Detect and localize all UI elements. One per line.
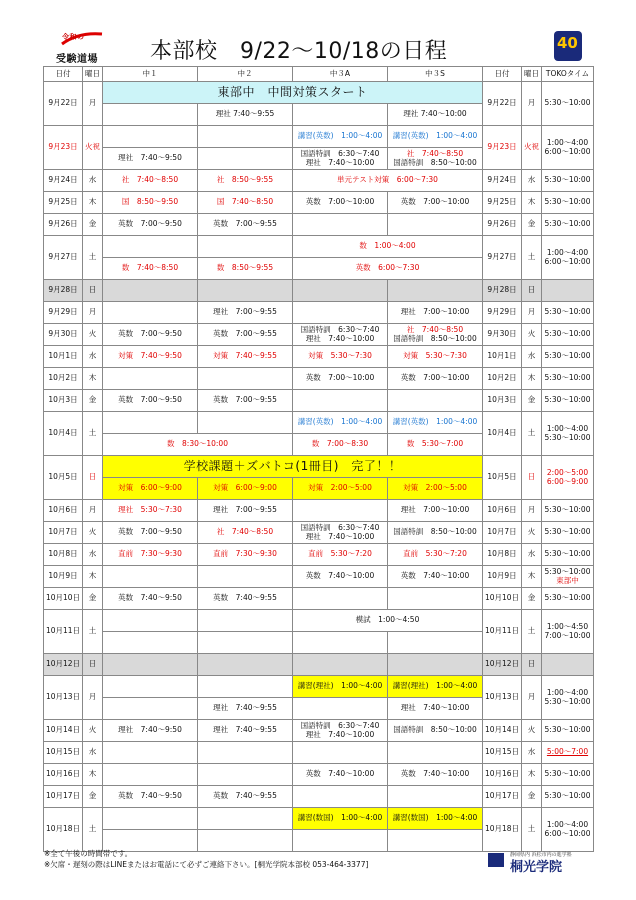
table-row <box>44 654 594 676</box>
date-cell: 10月15日 <box>44 742 83 764</box>
lesson-cell: 直前 7:30～9:30 <box>103 544 198 566</box>
toko-cell: 5:30～10:00 <box>542 522 594 544</box>
toko-cell: 5:30～10:00 <box>542 500 594 522</box>
col-c2: 中２ <box>198 67 293 82</box>
toko-cell: 5:30～10:00 <box>542 588 594 610</box>
lesson-cell: 数 7:40～8:50 <box>103 258 198 280</box>
toko-cell: 5:30～10:00 <box>542 192 594 214</box>
table-row <box>44 566 594 588</box>
dow-cell: 土 <box>83 610 103 654</box>
footer-note-contact: ※欠席・遅刻の際はLINEまたはお電話にて必ずご連絡下さい。[桐光学院本部校 053-464-3377] <box>44 860 369 869</box>
date-cell-right: 10月11日 <box>483 610 522 654</box>
table-row <box>44 346 594 368</box>
table-row <box>44 412 594 434</box>
date-cell-right: 9月25日 <box>483 192 522 214</box>
lesson-cell: 理社 7:40～10:00 <box>388 698 483 720</box>
date-cell-right: 9月27日 <box>483 236 522 280</box>
lesson-cell: 講習(理社) 1:00～4:00 <box>388 676 483 698</box>
lesson-cell: 英数 7:00～9:50 <box>103 390 198 412</box>
lesson-cell: 英数 7:40～10:00 <box>388 764 483 786</box>
lesson-cell: 講習(数国) 1:00～4:00 <box>293 808 388 830</box>
lesson-cell: 国語特訓 8:50～10:00 <box>388 720 483 742</box>
lesson-cell: 対策 2:00～5:00 <box>388 478 483 500</box>
col-dow-right: 曜日 <box>522 67 542 82</box>
date-cell-right: 10月17日 <box>483 786 522 808</box>
date-cell: 9月23日 <box>44 126 83 170</box>
toko-cell: 5:30～10:00 <box>542 170 594 192</box>
lesson-cell: 対策 6:00～9:00 <box>198 478 293 500</box>
lesson-cell: 対策 6:00～9:00 <box>103 478 198 500</box>
dow-cell-right: 水 <box>522 742 542 764</box>
lesson-cell: 社 7:40～8:50 国語特訓 8:50～10:00 <box>388 324 483 346</box>
date-cell-right: 9月26日 <box>483 214 522 236</box>
toko-cell: 1:00～4:00 6:00～10:00 <box>542 126 594 170</box>
dow-cell: 金 <box>83 390 103 412</box>
dow-cell-right: 水 <box>522 170 542 192</box>
dow-cell: 日 <box>83 654 103 676</box>
date-cell: 9月25日 <box>44 192 83 214</box>
dow-cell-right: 火 <box>522 720 542 742</box>
toko-cell: 5:30～10:00 <box>542 214 594 236</box>
dow-cell: 月 <box>83 676 103 720</box>
date-cell: 10月8日 <box>44 544 83 566</box>
lesson-cell: 英数 6:00～7:30 <box>293 258 483 280</box>
date-cell-right: 10月1日 <box>483 346 522 368</box>
lesson-cell: 理社 7:40～9:50 <box>103 720 198 742</box>
dow-cell-right: 木 <box>522 368 542 390</box>
lesson-cell: 英数 7:00～10:00 <box>293 368 388 390</box>
page-header <box>0 0 636 66</box>
date-cell: 9月27日 <box>44 236 83 280</box>
lesson-cell: 英数 7:40～10:00 <box>388 566 483 588</box>
date-cell-right: 10月15日 <box>483 742 522 764</box>
toko-cell: 1:00～4:00 6:00～10:00 <box>542 808 594 852</box>
col-date: 日付 <box>44 67 83 82</box>
toko-cell: 5:30～10:00 <box>542 324 594 346</box>
dow-cell-right: 水 <box>522 346 542 368</box>
lesson-cell: 社 8:50～9:55 <box>198 170 293 192</box>
lesson-cell: 英数 7:00～10:00 <box>388 192 483 214</box>
date-cell: 9月26日 <box>44 214 83 236</box>
dow-cell: 日 <box>83 280 103 302</box>
school-emblem-icon <box>488 853 504 867</box>
dow-cell-right: 月 <box>522 302 542 324</box>
dow-cell: 水 <box>83 742 103 764</box>
lesson-cell: 英数 7:00～9:55 <box>198 214 293 236</box>
anniversary-logo <box>554 31 582 61</box>
dow-cell-right: 金 <box>522 390 542 412</box>
date-cell-right: 10月16日 <box>483 764 522 786</box>
lesson-cell: 国 8:50～9:50 <box>103 192 198 214</box>
date-cell: 9月29日 <box>44 302 83 324</box>
lesson-cell: 英数 7:00～9:55 <box>198 324 293 346</box>
lesson-cell: 講習(英数) 1:00～4:00 <box>293 126 388 148</box>
dow-cell: 土 <box>83 808 103 852</box>
lesson-cell: 国 7:40～8:50 <box>198 192 293 214</box>
toko-cell: 5:30～10:00 <box>542 302 594 324</box>
lesson-cell: 国語特訓 6:30～7:40 理社 7:40～10:00 <box>293 148 388 170</box>
date-cell-right: 10月6日 <box>483 500 522 522</box>
toko-cell: 1:00～4:00 6:00～10:00 <box>542 236 594 280</box>
date-cell: 9月22日 <box>44 82 83 126</box>
lesson-cell: 模試 1:00～4:50 <box>293 610 483 632</box>
table-row <box>44 786 594 808</box>
page-title: 本部校 9/22～10/18の日程 <box>150 39 448 64</box>
lesson-cell: 理社 5:30～7:30 <box>103 500 198 522</box>
lesson-cell: 理社 7:40～9:50 <box>103 148 198 170</box>
date-cell: 10月18日 <box>44 808 83 852</box>
date-cell-right: 10月7日 <box>483 522 522 544</box>
date-cell: 10月4日 <box>44 412 83 456</box>
toko-cell: 5:30～10:00 <box>542 786 594 808</box>
lesson-cell: 講習(英数) 1:00～4:00 <box>388 126 483 148</box>
lesson-cell: 英数 7:40～9:50 <box>103 786 198 808</box>
table-row <box>44 126 594 148</box>
lesson-cell: 理社 7:40～10:00 <box>388 104 483 126</box>
date-cell-right: 10月18日 <box>483 808 522 852</box>
date-cell: 10月16日 <box>44 764 83 786</box>
lesson-cell: 理社 7:00～9:55 <box>198 302 293 324</box>
dow-cell: 木 <box>83 368 103 390</box>
table-row <box>44 324 594 346</box>
lesson-cell: 対策 7:40～9:55 <box>198 346 293 368</box>
date-cell-right: 9月28日 <box>483 280 522 302</box>
dow-cell-right: 水 <box>522 544 542 566</box>
dow-cell-right: 日 <box>522 280 542 302</box>
lesson-cell: 理社 7:00～10:00 <box>388 302 483 324</box>
lesson-cell: 講習(英数) 1:00～4:00 <box>388 412 483 434</box>
dow-cell: 火 <box>83 324 103 346</box>
dow-cell: 木 <box>83 192 103 214</box>
dow-cell-right: 月 <box>522 676 542 720</box>
lesson-cell: 国語特訓 6:30～7:40 理社 7:40～10:00 <box>293 324 388 346</box>
lesson-cell: 対策 2:00～5:00 <box>293 478 388 500</box>
lesson-cell: 講習(数国) 1:00～4:00 <box>388 808 483 830</box>
col-dow: 曜日 <box>83 67 103 82</box>
lesson-cell: 英数 7:00～9:50 <box>103 214 198 236</box>
dow-cell: 日 <box>83 456 103 500</box>
lesson-cell: 単元テスト対策 6:00～7:30 <box>293 170 483 192</box>
dow-cell-right: 土 <box>522 808 542 852</box>
lesson-cell: 直前 5:30～7:20 <box>293 544 388 566</box>
date-cell: 9月28日 <box>44 280 83 302</box>
lesson-cell: 数 7:00～8:30 <box>293 434 388 456</box>
table-row <box>44 588 594 610</box>
table-row <box>44 522 594 544</box>
date-cell-right: 10月12日 <box>483 654 522 676</box>
dow-cell-right: 木 <box>522 566 542 588</box>
school-logo <box>488 851 588 875</box>
date-cell: 10月1日 <box>44 346 83 368</box>
lesson-cell: 直前 7:30～9:30 <box>198 544 293 566</box>
lesson-cell: 英数 7:40～9:55 <box>198 588 293 610</box>
school-name: 桐光学院 <box>510 860 563 875</box>
lesson-cell: 英数 7:40～10:00 <box>293 566 388 588</box>
table-row <box>44 544 594 566</box>
lesson-cell: 対策 5:30～7:30 <box>388 346 483 368</box>
lesson-cell: 社 7:40～8:50 国語特訓 8:50～10:00 <box>388 148 483 170</box>
date-cell: 10月9日 <box>44 566 83 588</box>
lesson-cell: 社 7:40～8:50 <box>103 170 198 192</box>
dow-cell: 月 <box>83 82 103 126</box>
dow-cell-right: 火祝 <box>522 126 542 170</box>
date-cell: 9月24日 <box>44 170 83 192</box>
table-row <box>44 236 594 258</box>
table-row <box>44 720 594 742</box>
table-row <box>44 390 594 412</box>
date-cell: 10月17日 <box>44 786 83 808</box>
table-row <box>44 82 594 104</box>
table-row <box>44 500 594 522</box>
dow-cell-right: 金 <box>522 786 542 808</box>
date-cell: 10月3日 <box>44 390 83 412</box>
logo-text-top: 令和の <box>62 33 85 41</box>
lesson-cell: 社 7:40～8:50 <box>198 522 293 544</box>
date-cell: 10月5日 <box>44 456 83 500</box>
schedule-table <box>43 66 594 852</box>
dow-cell: 月 <box>83 500 103 522</box>
dojo-logo <box>54 30 106 66</box>
lesson-cell: 数 8:30～10:00 <box>103 434 293 456</box>
date-cell-right: 9月30日 <box>483 324 522 346</box>
col-c3a: 中３A <box>293 67 388 82</box>
toko-cell: 1:00～4:00 5:30～10:00 <box>542 412 594 456</box>
dow-cell: 火 <box>83 720 103 742</box>
dow-cell: 月 <box>83 302 103 324</box>
dow-cell-right: 日 <box>522 456 542 500</box>
lesson-cell: 理社 7:40～9:55 <box>198 698 293 720</box>
lesson-cell: 理社 7:00～9:55 <box>198 500 293 522</box>
dow-cell-right: 土 <box>522 412 542 456</box>
date-cell-right: 10月9日 <box>483 566 522 588</box>
lesson-cell: 英数 7:00～10:00 <box>388 368 483 390</box>
dow-cell: 水 <box>83 544 103 566</box>
date-cell-right: 10月8日 <box>483 544 522 566</box>
banner-chukan: 東部中 中間対策スタート <box>103 82 483 104</box>
table-row <box>44 280 594 302</box>
col-date-right: 日付 <box>483 67 522 82</box>
dow-cell-right: 土 <box>522 610 542 654</box>
banner-complete: 学校課題＋ズバトコ(1冊目) 完了！！ <box>103 456 483 478</box>
lesson-cell: 理社 7:40～9:55 <box>198 104 293 126</box>
table-row <box>44 676 594 698</box>
dow-cell-right: 月 <box>522 500 542 522</box>
dow-cell-right: 金 <box>522 588 542 610</box>
date-cell: 10月6日 <box>44 500 83 522</box>
dow-cell-right: 火 <box>522 324 542 346</box>
table-row <box>44 456 594 478</box>
dow-cell-right: 木 <box>522 764 542 786</box>
dow-cell: 土 <box>83 236 103 280</box>
lesson-cell: 対策 5:30～7:30 <box>293 346 388 368</box>
col-c3s: 中３S <box>388 67 483 82</box>
toko-cell: 5:30～10:00 <box>542 544 594 566</box>
toko-cell: 5:30～10:00 <box>542 368 594 390</box>
table-row <box>44 764 594 786</box>
lesson-cell: 対策 7:40～9:50 <box>103 346 198 368</box>
col-toko: TOKOタイム <box>542 67 594 82</box>
date-cell-right: 10月13日 <box>483 676 522 720</box>
table-row <box>44 192 594 214</box>
anniversary-number: 40 <box>557 34 578 52</box>
dow-cell-right: 土 <box>522 236 542 280</box>
date-cell-right: 10月3日 <box>483 390 522 412</box>
dow-cell: 火 <box>83 522 103 544</box>
lesson-cell: 英数 7:40～9:50 <box>103 588 198 610</box>
lesson-cell: 直前 5:30～7:20 <box>388 544 483 566</box>
footer-note-time: ※全て午後の時間帯です。 <box>44 849 133 858</box>
table-row <box>44 742 594 764</box>
date-cell-right: 9月29日 <box>483 302 522 324</box>
lesson-cell: 講習(理社) 1:00～4:00 <box>293 676 388 698</box>
lesson-cell: 理社 7:40～9:55 <box>198 720 293 742</box>
toko-cell: 5:00～7:00 <box>542 742 594 764</box>
dow-cell-right: 木 <box>522 192 542 214</box>
dow-cell: 水 <box>83 346 103 368</box>
date-cell: 10月11日 <box>44 610 83 654</box>
toko-cell: 5:30～10:00 <box>542 346 594 368</box>
toko-cell: 5:30～10:00 <box>542 390 594 412</box>
toko-cell: 5:30～10:00 東部中 <box>542 566 594 588</box>
dow-cell: 金 <box>83 786 103 808</box>
dow-cell: 土 <box>83 412 103 456</box>
date-cell: 10月14日 <box>44 720 83 742</box>
logo-text-bottom: 受験道場 <box>56 54 98 65</box>
toko-cell: 5:30～10:00 <box>542 720 594 742</box>
dow-cell: 金 <box>83 588 103 610</box>
date-cell-right: 10月4日 <box>483 412 522 456</box>
school-logo-sub: 静岡県内 浜松市内の進学塾 <box>510 852 572 858</box>
lesson-cell: 国語特訓 6:30～7:40 理社 7:40～10:00 <box>293 720 388 742</box>
lesson-cell: 英数 7:40～10:00 <box>293 764 388 786</box>
lesson-cell: 国語特訓 6:30～7:40 理社 7:40～10:00 <box>293 522 388 544</box>
dow-cell: 金 <box>83 214 103 236</box>
lesson-cell: 英数 7:00～9:55 <box>198 390 293 412</box>
lesson-cell: 数 5:30～7:00 <box>388 434 483 456</box>
table-row <box>44 610 594 632</box>
toko-cell: 1:00～4:00 5:30～10:00 <box>542 676 594 720</box>
date-cell: 10月2日 <box>44 368 83 390</box>
dow-cell-right: 日 <box>522 654 542 676</box>
lesson-cell: 国語特訓 8:50～10:00 <box>388 522 483 544</box>
date-cell-right: 10月5日 <box>483 456 522 500</box>
dow-cell: 火祝 <box>83 126 103 170</box>
date-cell: 10月12日 <box>44 654 83 676</box>
header-row <box>44 67 594 82</box>
table-row <box>44 368 594 390</box>
dow-cell-right: 火 <box>522 522 542 544</box>
table-row <box>44 302 594 324</box>
table-row <box>44 214 594 236</box>
lesson-cell: 理社 7:00～10:00 <box>388 500 483 522</box>
date-cell: 9月30日 <box>44 324 83 346</box>
table-row <box>44 808 594 830</box>
date-cell-right: 10月14日 <box>483 720 522 742</box>
dow-cell-right: 金 <box>522 214 542 236</box>
dow-cell: 木 <box>83 764 103 786</box>
dow-cell: 木 <box>83 566 103 588</box>
toko-cell: 5:30～10:00 <box>542 764 594 786</box>
lesson-cell: 英数 7:00～9:50 <box>103 522 198 544</box>
lesson-cell: 英数 7:40～9:55 <box>198 786 293 808</box>
lesson-cell: 英数 7:00～9:50 <box>103 324 198 346</box>
lesson-cell: 数 8:50～9:55 <box>198 258 293 280</box>
lesson-cell: 英数 7:00～10:00 <box>293 192 388 214</box>
date-cell-right: 9月23日 <box>483 126 522 170</box>
lesson-cell: 講習(英数) 1:00～4:00 <box>293 412 388 434</box>
dow-cell-right: 月 <box>522 82 542 126</box>
date-cell-right: 9月24日 <box>483 170 522 192</box>
lesson-cell: 数 1:00～4:00 <box>293 236 483 258</box>
date-cell-right: 9月22日 <box>483 82 522 126</box>
date-cell-right: 10月10日 <box>483 588 522 610</box>
toko-cell: 5:30～10:00 <box>542 82 594 126</box>
date-cell: 10月10日 <box>44 588 83 610</box>
table-row <box>44 170 594 192</box>
toko-cell: 1:00～4:50 7:00～10:00 <box>542 610 594 654</box>
col-c1: 中１ <box>103 67 198 82</box>
date-cell-right: 10月2日 <box>483 368 522 390</box>
dow-cell: 水 <box>83 170 103 192</box>
date-cell: 10月13日 <box>44 676 83 720</box>
toko-cell: 2:00～5:00 6:00～9:00 <box>542 456 594 500</box>
date-cell: 10月7日 <box>44 522 83 544</box>
